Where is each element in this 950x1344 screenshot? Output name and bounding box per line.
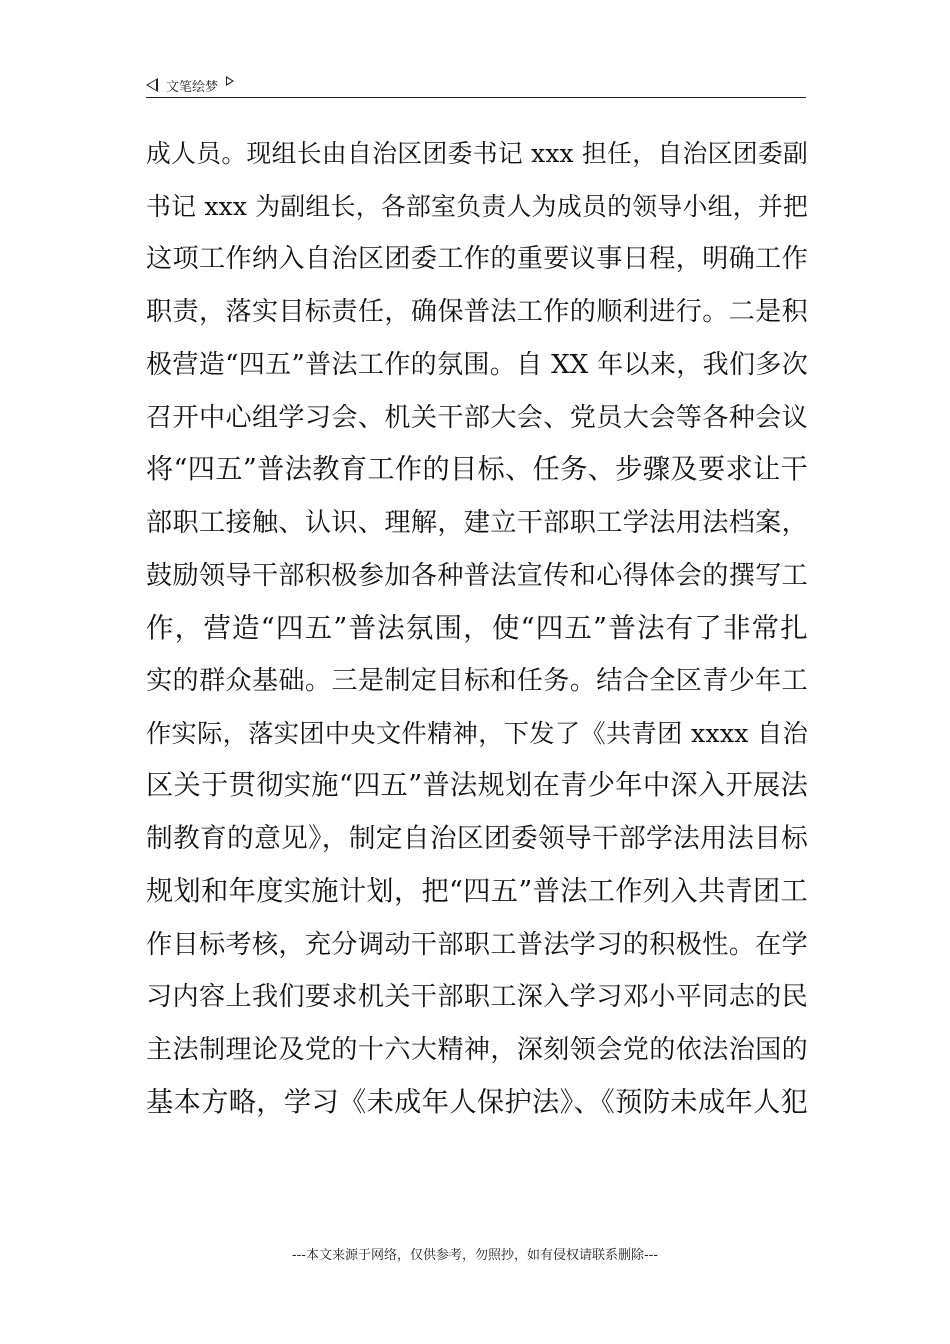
text-line: 作目标考核，充分调动干部职工普法学习的积极性。在学 <box>146 929 808 960</box>
text-line: 制教育的意见》，制定自治区团委领导干部学法用法目标 <box>146 823 808 855</box>
text-line: 基本方略，学习《未成年人保护法》、《预防未成年人犯 <box>146 1086 808 1118</box>
body-text <box>146 128 808 1129</box>
text-line: 召开中心组学习会、机关干部大会、党员大会等各种会议 <box>146 402 808 433</box>
text-line: 作，营造“四五”普法氛围，使“四五”普法有了非常扎 <box>146 612 808 645</box>
text-line: 规划和年度实施计划，把“四五”普法工作列入共青团工 <box>146 875 808 907</box>
text-line: 实的群众基础。三是制定目标和任务。结合全区青少年工 <box>146 666 808 697</box>
text-line: 极营造“四五”普法工作的氛围。自 XX 年以来，我们多次 <box>146 349 808 380</box>
text-line: 习内容上我们要求机关干部职工深入学习邓小平同志的民 <box>146 982 808 1013</box>
text-line: 作实际，落实团中央文件精神，下发了《共青团 xxxx 自治 <box>146 718 808 748</box>
text-line: 这项工作纳入自治区团委工作的重要议事日程，明确工作 <box>146 244 808 275</box>
text-line: 主法制理论及党的十六大精神，深刻领会党的依法治国的 <box>146 1034 808 1065</box>
text-line: 书记 xxx 为副组长，各部室负责人为成员的领导小组，并把 <box>146 191 808 221</box>
footer-notice: ---本文来源于网络，仅供参考，勿照抄，如有侵权请联系删除--- <box>291 1248 659 1263</box>
triangle-left-icon <box>146 78 158 92</box>
header-title: 文笔绘梦 <box>166 79 219 95</box>
header-divider <box>146 97 806 98</box>
text-line: 鼓励领导干部积极参加各种普法宣传和心得体会的撰写工 <box>146 560 808 591</box>
page-header <box>146 72 806 98</box>
text-line: 部职工接触、认识、理解，建立干部职工学法用法档案， <box>146 507 808 538</box>
text-line: 成人员。现组长由自治区团委书记 xxx 担任，自治区团委副 <box>146 139 808 168</box>
text-line: 职责，落实目标责任，确保普法工作的顺利进行。二是积 <box>146 297 808 328</box>
text-line: 区关于贯彻实施“四五”普法规划在青少年中深入开展法 <box>146 770 808 802</box>
triangle-right-icon <box>226 76 234 86</box>
text-line: 将“四五”普法教育工作的目标、任务、步骤及要求让干 <box>146 454 808 486</box>
